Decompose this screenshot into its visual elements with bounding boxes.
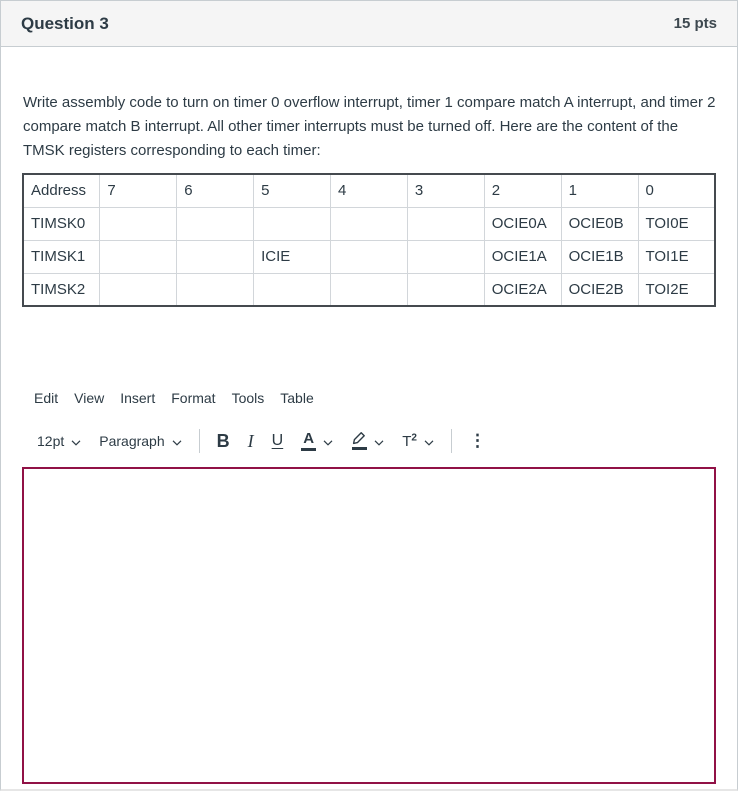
question-text: Write assembly code to turn on timer 0 overflow interrupt, timer 1 compare match A interrupt, and timer 2 compare match B interrupt. All other timer interrupts must be turned off. Here are the content of the TMSK registers corresponding to each timer: <box>23 94 716 159</box>
table-cell <box>177 273 254 306</box>
table-row <box>23 273 715 306</box>
table-header-cell: 5 <box>254 174 331 207</box>
table-cell <box>177 240 254 273</box>
table-cell <box>407 240 484 273</box>
table-row <box>23 240 715 273</box>
table-cell: OCIE0A <box>484 207 561 240</box>
table-header-cell: 0 <box>638 174 715 207</box>
superscript-button[interactable] <box>393 424 443 458</box>
table-cell: OCIE1A <box>484 240 561 273</box>
text-color-button[interactable] <box>292 424 342 458</box>
menu-item-tools[interactable]: Tools <box>231 390 265 406</box>
highlighter-pen-icon <box>351 432 367 450</box>
table-cell <box>331 207 408 240</box>
table-row <box>23 207 715 240</box>
table-header-cell: 3 <box>407 174 484 207</box>
table-cell <box>100 273 177 306</box>
question-points: 15 pts <box>673 15 717 32</box>
table-header-cell: 1 <box>561 174 638 207</box>
table-header-row <box>23 174 715 207</box>
superscript-icon: $T^2$ <box>402 431 417 450</box>
table-header-cell: Address <box>23 174 100 207</box>
menu-item-edit[interactable]: Edit <box>34 390 59 406</box>
underline-button[interactable] <box>263 424 293 458</box>
italic-button[interactable] <box>239 424 263 458</box>
paragraph-format-dropdown[interactable] <box>90 424 190 458</box>
italic-icon: I <box>247 430 254 451</box>
rich-text-editor <box>22 387 716 784</box>
chevron-down-icon <box>424 433 434 449</box>
table-cell: OCIE2B <box>561 273 638 306</box>
editor-menubar <box>22 387 716 409</box>
table-cell <box>407 273 484 306</box>
table-cell <box>254 273 331 306</box>
register-table <box>22 173 716 307</box>
table-cell: OCIE2A <box>484 273 561 306</box>
table-cell <box>100 207 177 240</box>
toolbar-divider <box>451 429 452 453</box>
kebab-menu-icon: ⋮ <box>468 431 486 450</box>
table-cell: TOI2E <box>638 273 715 306</box>
table-header-cell: 2 <box>484 174 561 207</box>
menu-item-table[interactable]: Table <box>280 390 314 406</box>
editor-toolbar <box>22 423 716 459</box>
table-cell: TOI1E <box>638 240 715 273</box>
table-cell <box>100 240 177 273</box>
question-header <box>1 1 737 47</box>
chevron-down-icon <box>374 433 384 449</box>
paragraph-format-value: Paragraph <box>99 433 165 449</box>
answer-text-area[interactable] <box>22 467 716 784</box>
highlight-color-button[interactable] <box>342 424 393 458</box>
menu-item-view[interactable]: View <box>74 390 105 406</box>
chevron-down-icon <box>172 433 182 449</box>
font-size-value: 12pt <box>37 433 65 449</box>
table-cell <box>177 207 254 240</box>
table-cell: TIMSK2 <box>23 273 100 306</box>
table-cell: OCIE0B <box>561 207 638 240</box>
table-header-cell: 4 <box>331 174 408 207</box>
table-cell: TOI0E <box>638 207 715 240</box>
bold-icon: B <box>216 430 230 451</box>
table-cell: TIMSK1 <box>23 240 100 273</box>
table-cell <box>407 207 484 240</box>
text-color-icon: A <box>301 431 316 451</box>
table-cell <box>331 240 408 273</box>
table-header-cell: 6 <box>177 174 254 207</box>
menu-item-format[interactable]: Format <box>171 390 216 406</box>
table-cell: OCIE1B <box>561 240 638 273</box>
chevron-down-icon <box>71 433 81 449</box>
bold-button[interactable] <box>208 424 239 458</box>
more-options-button[interactable] <box>460 424 495 458</box>
table-cell <box>331 273 408 306</box>
underline-icon: U <box>271 432 284 449</box>
table-cell <box>254 207 331 240</box>
question-body <box>1 47 737 784</box>
table-cell: TIMSK0 <box>23 207 100 240</box>
menu-item-insert[interactable]: Insert <box>120 390 156 406</box>
font-size-dropdown[interactable] <box>28 424 90 458</box>
table-header-cell: 7 <box>100 174 177 207</box>
toolbar-divider <box>199 429 200 453</box>
table-cell: ICIE <box>254 240 331 273</box>
chevron-down-icon <box>323 433 333 449</box>
question-title: Question 3 <box>21 13 109 33</box>
